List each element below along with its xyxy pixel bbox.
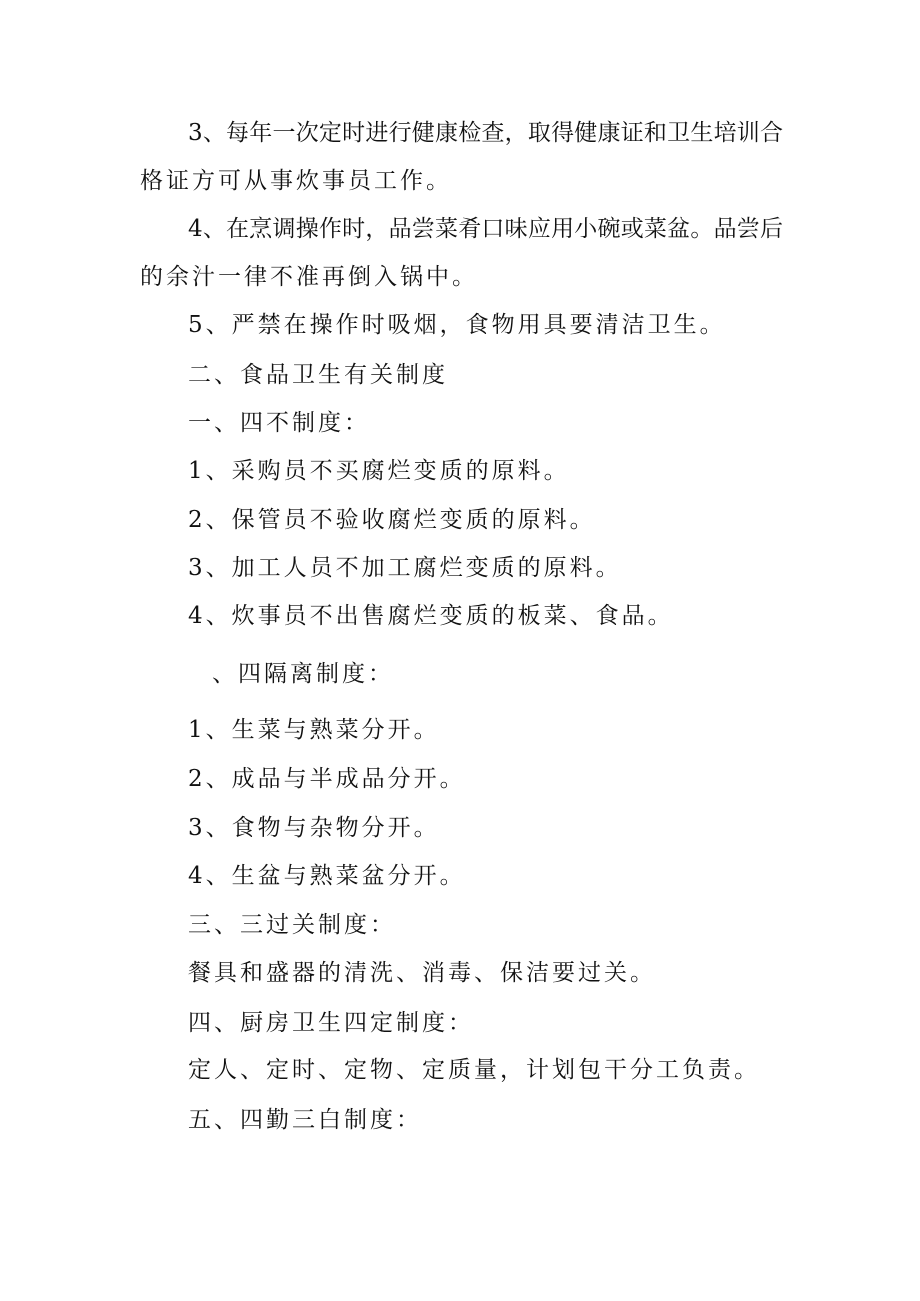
isolation-item-3: 3、食物与杂物分开。 — [188, 815, 440, 841]
isolation-item-4: 4、生盆与熟菜盆分开。 — [188, 863, 466, 889]
four-no-item-2: 2、保管员不验收腐烂变质的原料。 — [188, 507, 596, 533]
rule-5-line: 5、严禁在操作时吸烟，食物用具要清洁卫生。 — [188, 312, 726, 338]
isolation-item-1: 1、生菜与熟菜分开。 — [188, 717, 440, 743]
subheading-four-diligent-three-white: 五、四勤三白制度： — [188, 1107, 422, 1133]
four-no-item-1: 1、采购员不买腐烂变质的原料。 — [188, 458, 570, 484]
subheading-kitchen-four-fixed: 四、厨房卫生四定制度： — [188, 1010, 474, 1036]
subheading-four-isolation: 、四隔离制度： — [212, 661, 394, 687]
paragraph-4-line-1: 4、在烹调操作时，品尝菜肴口味应用小碗或菜盆。品尝后 — [188, 216, 783, 242]
isolation-item-2: 2、成品与半成品分开。 — [188, 766, 466, 792]
paragraph-3-line-1: 3、每年一次定时进行健康检查，取得健康证和卫生培训合 — [188, 120, 783, 146]
section-heading-food-hygiene: 二、食品卫生有关制度 — [188, 362, 448, 388]
kitchen-four-fixed-text: 定人、定时、定物、定质量，计划包干分工负责。 — [188, 1057, 760, 1083]
four-no-item-3: 3、加工人员不加工腐烂变质的原料。 — [188, 555, 622, 581]
subheading-three-checks: 三、三过关制度： — [188, 912, 396, 938]
three-checks-text: 餐具和盛器的清洗、消毒、保洁要过关。 — [188, 960, 656, 986]
four-no-item-4: 4、炊事员不出售腐烂变质的板菜、食品。 — [188, 603, 674, 629]
subheading-four-no: 一、四不制度： — [188, 410, 370, 436]
paragraph-4-line-2: 的余汁一律不准再倒入锅中。 — [140, 264, 478, 290]
paragraph-3-line-2: 格证方可从事炊事员工作。 — [140, 168, 452, 194]
